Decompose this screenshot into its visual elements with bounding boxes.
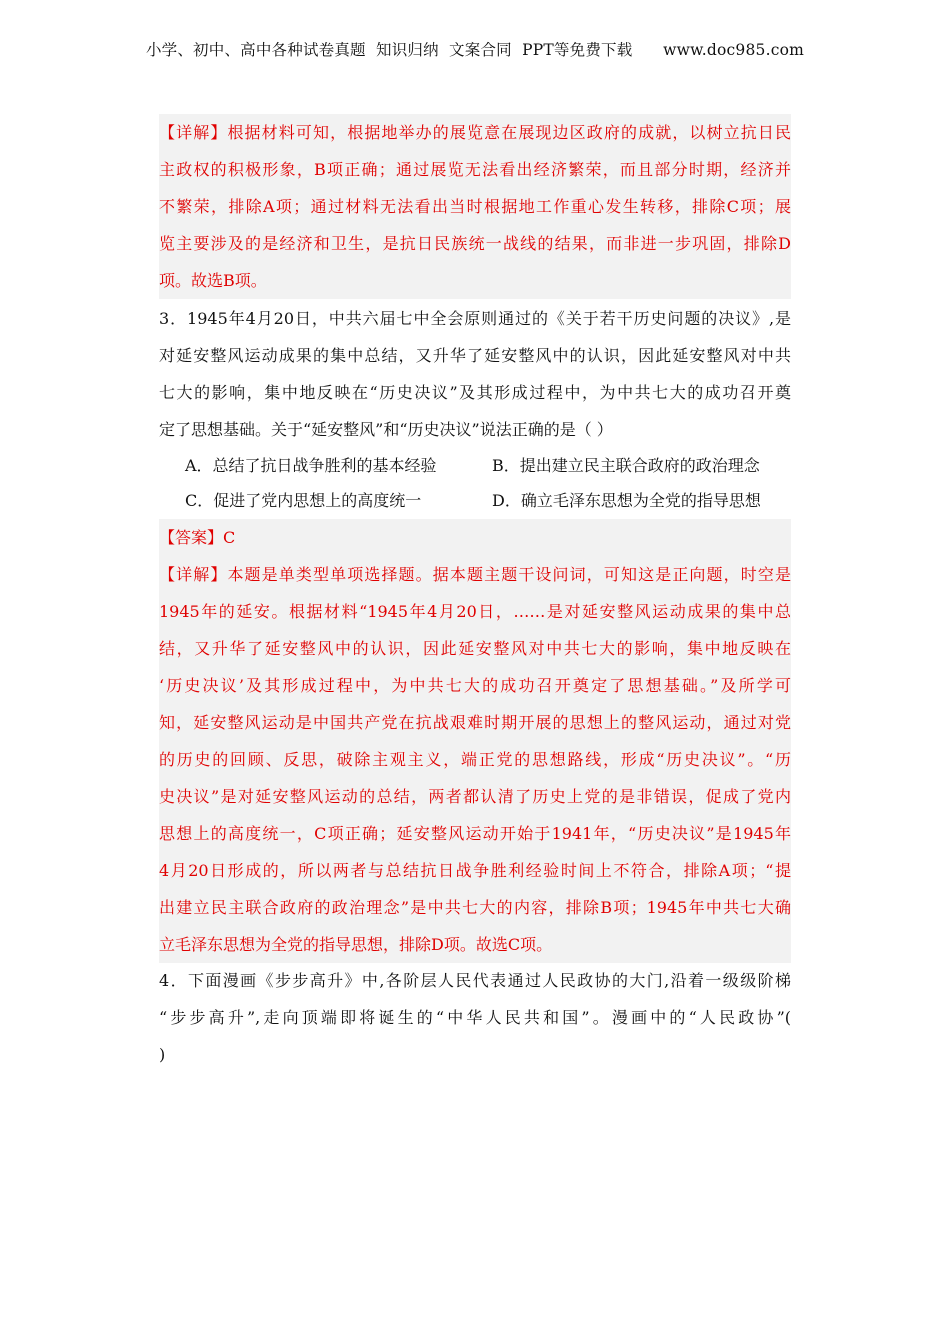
q3-option-b: B．提出建立民主联合政府的政治理念: [492, 456, 760, 475]
q3-detail-line: ‘历史决议’及其形成过程中，为中共七大的成功召开奠定了思想基础。”及所学可: [159, 676, 791, 695]
q3-answer: 【答案】C: [159, 528, 236, 547]
q3-detail-line: 出建立民主联合政府的政治理念”是中共七大的内容，排除B项；1945年中共七大确: [159, 898, 791, 917]
q3-stem-line: 七大的影响，集中地反映在“历史决议”及其形成过程中，为中共七大的成功召开奠: [159, 383, 791, 402]
page-header: 小学、初中、高中各种试卷真题 知识归纳 文案合同 PPT等免费下载 www.doc985.com: [145, 41, 805, 59]
q2-detail-line: 项。故选B项。: [159, 271, 267, 290]
q3-option-a: A．总结了抗日战争胜利的基本经验: [185, 456, 437, 475]
q4-stem: [159, 962, 791, 1073]
q3-detail-line: 知，延安整风运动是中国共产党在抗战艰难时期开展的思想上的整风运动，通过对党: [159, 713, 791, 732]
q3-option-row: [185, 483, 785, 518]
q3-option-c: C．促进了党内思想上的高度统一: [185, 491, 422, 510]
q2-detail-line: 【详解】根据材料可知，根据地举办的展览意在展现边区政府的成就，以树立抗日民: [159, 123, 791, 142]
q3-detail-line: 4月20日形成的，所以两者与总结抗日战争胜利经验时间上不符合，排除A项；“提: [159, 861, 791, 880]
q3-answer-block: [159, 519, 791, 963]
q3-detail-line: 思想上的高度统一，C项正确；延安整风运动开始于1941年，“历史决议”是1945年: [159, 824, 791, 843]
q4-stem-line: 4．下面漫画《步步高升》中,各阶层人民代表通过人民政协的大门,沿着一级级阶梯: [159, 971, 791, 990]
q2-detail-line: 览主要涉及的是经济和卫生，是抗日民族统一战线的结果，而非进一步巩固，排除D: [159, 234, 791, 253]
q3-detail-line: 的历史的回顾、反思，破除主观主义，端正党的思想路线，形成“历史决议”。“历: [159, 750, 791, 769]
q2-detail-line: 主政权的积极形象，B项正确；通过展览无法看出经济繁荣，而且部分时期，经济并: [159, 160, 791, 179]
q3-detail-line: 史决议”是对延安整风运动的总结，两者都认清了历史上党的是非错误，促成了党内: [159, 787, 791, 806]
q3-detail-line: 【详解】本题是单类型单项选择题。据本题主题干设问词，可知这是正向题，时空是: [159, 565, 791, 584]
q2-detail-line: 不繁荣，排除A项；通过材料无法看出当时根据地工作重心发生转移，排除C项；展: [159, 197, 791, 216]
q3-option-d: D．确立毛泽东思想为全党的指导思想: [492, 491, 761, 510]
q3-option-row: [185, 448, 785, 483]
q3-detail-line: 立毛泽东思想为全党的指导思想，排除D项。故选C项。: [159, 935, 553, 954]
q3-stem-line: 定了思想基础。关于“延安整风”和“历史决议”说法正确的是（ ）: [159, 420, 613, 439]
q3-stem: [159, 300, 791, 448]
q4-stem-line: “步步高升”,走向顶端即将诞生的“中华人民共和国”。漫画中的“人民政协”(: [159, 1008, 791, 1027]
q3-stem-line: 3．1945年4月20日，中共六届七中全会原则通过的《关于若干历史问题的决议》,是: [159, 309, 791, 328]
q3-stem-line: 对延安整风运动成果的集中总结，又升华了延安整风中的认识，因此延安整风对中共: [159, 346, 791, 365]
q4-stem-line: ): [159, 1045, 166, 1064]
q3-detail-line: 1945年的延安。根据材料“1945年4月20日，……是对延安整风运动成果的集中总: [159, 602, 791, 621]
q2-detail-block: [159, 114, 791, 299]
q3-options: [185, 448, 785, 518]
q3-detail-line: 结，又升华了延安整风中的认识，因此延安整风对中共七大的影响，集中地反映在: [159, 639, 791, 658]
